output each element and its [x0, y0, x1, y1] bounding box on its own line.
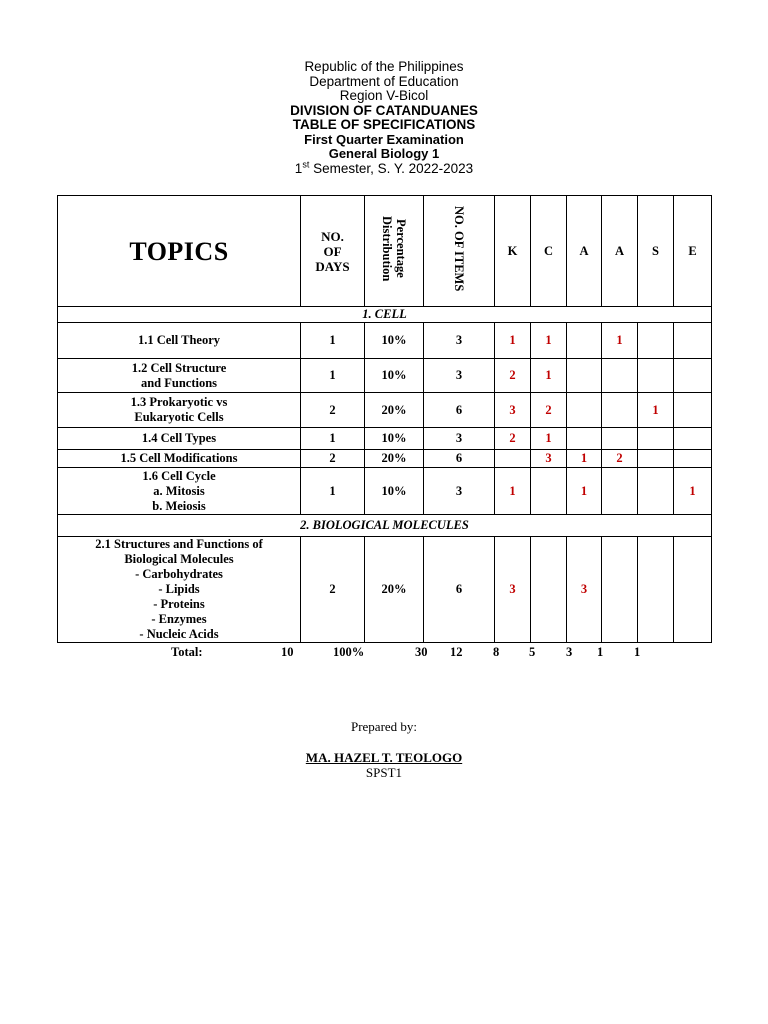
header-division: DIVISION OF CATANDUANES	[290, 102, 478, 118]
k-header: K	[495, 196, 531, 307]
percentage-header-text	[380, 216, 408, 281]
a1-cell	[567, 428, 602, 450]
s-cell	[638, 537, 674, 643]
items-cell: 3	[424, 359, 495, 393]
days-header-line1: NO.	[321, 228, 344, 244]
table-row	[58, 428, 712, 450]
days-header-line2: OF	[323, 243, 342, 259]
k-cell: 2	[495, 359, 531, 393]
specifications-table	[57, 195, 712, 643]
header-subject: General Biology 1	[328, 146, 440, 161]
totals-k: 12	[450, 645, 463, 659]
table-row	[58, 393, 712, 428]
c-cell: 1	[531, 428, 567, 450]
pct-cell: 20%	[365, 450, 424, 468]
a2-cell	[602, 468, 638, 515]
table-row	[58, 537, 712, 643]
section-row-cell	[58, 307, 712, 323]
items-cell: 3	[424, 323, 495, 359]
topic-cell	[58, 359, 301, 393]
e-cell	[674, 359, 712, 393]
days-cell: 1	[301, 359, 365, 393]
e-cell	[674, 428, 712, 450]
pct-cell: 10%	[365, 323, 424, 359]
topic-line: 1.5 Cell Modifications	[120, 451, 238, 465]
header-doc-title: TABLE OF SPECIFICATIONS	[292, 117, 476, 132]
topic-line: Biological Molecules	[124, 552, 234, 566]
a1-cell	[567, 323, 602, 359]
semester-ordinal: st	[302, 159, 310, 169]
topic-line: - Proteins	[153, 597, 205, 611]
percentage-header-line2: Distribution	[380, 216, 394, 282]
topic-cell	[58, 450, 301, 468]
s-cell	[638, 323, 674, 359]
table-row	[58, 359, 712, 393]
days-cell: 1	[301, 323, 365, 359]
header-row	[58, 196, 712, 307]
a2-cell	[602, 393, 638, 428]
c-cell	[531, 468, 567, 515]
percentage-header	[365, 196, 424, 307]
days-cell: 2	[301, 450, 365, 468]
a2-header: A	[602, 196, 638, 307]
topic-cell	[58, 468, 301, 515]
a2-cell: 2	[602, 450, 638, 468]
topic-cell	[58, 537, 301, 643]
s-cell: 1	[638, 393, 674, 428]
e-cell	[674, 450, 712, 468]
section-title-cell: 1. CELL	[58, 307, 712, 323]
topic-cell	[58, 428, 301, 450]
days-cell: 2	[301, 393, 365, 428]
items-cell: 6	[424, 450, 495, 468]
c-header: C	[531, 196, 567, 307]
c-cell: 1	[531, 359, 567, 393]
topic-line: 1.3 Prokaryotic vs	[130, 395, 228, 409]
items-cell: 3	[424, 428, 495, 450]
pct-cell: 10%	[365, 428, 424, 450]
semester-rest: Semester, S. Y. 2022-2023	[309, 160, 474, 176]
header-semester	[0, 159, 768, 177]
totals-row	[0, 645, 768, 661]
e-header: E	[674, 196, 712, 307]
topic-line: 1.2 Cell Structure	[131, 360, 227, 375]
totals-days: 10	[281, 645, 294, 659]
days-header-line3: DAYS	[315, 258, 350, 274]
c-cell: 2	[531, 393, 567, 428]
e-cell	[674, 323, 712, 359]
days-cell: 1	[301, 428, 365, 450]
table-row	[58, 323, 712, 359]
items-cell: 6	[424, 393, 495, 428]
k-cell: 2	[495, 428, 531, 450]
k-cell: 3	[495, 537, 531, 643]
items-cell: 3	[424, 468, 495, 515]
pct-cell: 10%	[365, 359, 424, 393]
topics-header: TOPICS	[58, 196, 301, 307]
s-cell	[638, 359, 674, 393]
topic-line: - Enzymes	[151, 612, 207, 626]
header-line-region: Region V-Bicol	[339, 88, 429, 103]
s-header: S	[638, 196, 674, 307]
topic-line: and Functions	[140, 375, 218, 390]
totals-a2: 3	[566, 645, 573, 659]
a1-header: A	[567, 196, 602, 307]
s-cell	[638, 450, 674, 468]
totals-c: 8	[493, 645, 500, 659]
c-cell: 1	[531, 323, 567, 359]
a2-cell	[602, 537, 638, 643]
a2-cell	[602, 428, 638, 450]
percentage-header-line1: Percentage	[394, 219, 408, 279]
totals-percentage: 100%	[333, 645, 365, 659]
a1-cell	[567, 359, 602, 393]
a1-cell: 1	[567, 468, 602, 515]
section-title-biomolecules: 2. BIOLOGICAL MOLECULES	[58, 515, 712, 537]
topic-line: - Carbohydrates	[135, 567, 223, 581]
topic-line: Eukaryotic Cells	[134, 410, 224, 424]
preparer-name: MA. HAZEL T. TEOLOGO	[305, 750, 463, 765]
totals-s: 1	[597, 645, 604, 659]
topic-line: 1.6 Cell Cycle	[142, 468, 216, 483]
k-cell: 3	[495, 393, 531, 428]
topic-line: a. Mitosis	[153, 483, 205, 498]
topic-cell	[58, 323, 301, 359]
totals-a1: 5	[529, 645, 536, 659]
totals-e: 1	[634, 645, 641, 659]
days-header	[301, 196, 365, 307]
a2-cell: 1	[602, 323, 638, 359]
e-cell: 1	[674, 468, 712, 515]
a2-cell	[602, 359, 638, 393]
topic-line: 1.4 Cell Types	[141, 431, 217, 445]
pct-cell: 20%	[365, 537, 424, 643]
topic-line: - Lipids	[158, 582, 200, 596]
items-header	[424, 196, 495, 307]
totals-label: Total:	[171, 645, 203, 659]
c-cell	[531, 537, 567, 643]
s-cell	[638, 428, 674, 450]
topic-cell	[58, 393, 301, 428]
header-line-department: Department of Education	[309, 73, 459, 89]
topic-line: - Nucleic Acids	[139, 627, 219, 641]
pct-cell: 10%	[365, 468, 424, 515]
document-header	[0, 60, 768, 176]
items-cell: 6	[424, 537, 495, 643]
a1-cell: 1	[567, 450, 602, 468]
topic-line: b. Meiosis	[152, 498, 206, 513]
k-cell: 1	[495, 468, 531, 515]
a1-cell	[567, 393, 602, 428]
semester-number: 1	[294, 160, 303, 176]
section-row-biomolecules	[58, 515, 712, 537]
k-cell	[495, 450, 531, 468]
days-cell: 2	[301, 537, 365, 643]
days-cell: 1	[301, 468, 365, 515]
k-cell: 1	[495, 323, 531, 359]
c-cell: 3	[531, 450, 567, 468]
header-line-republic: Republic of the Philippines	[304, 59, 464, 74]
topic-line: 1.1 Cell Theory	[137, 333, 221, 347]
header-exam: First Quarter Examination	[304, 131, 464, 147]
topic-line: 2.1 Structures and Functions of	[95, 537, 263, 551]
a1-cell: 3	[567, 537, 602, 643]
pct-cell: 20%	[365, 393, 424, 428]
s-cell	[638, 468, 674, 515]
table-row	[58, 450, 712, 468]
e-cell	[674, 393, 712, 428]
totals-items: 30	[415, 645, 428, 659]
table-row	[58, 468, 712, 515]
items-header-text: NO. OF ITEMS	[452, 206, 466, 292]
prepared-by-label: Prepared by:	[350, 719, 418, 734]
e-cell	[674, 537, 712, 643]
preparer-position: SPST1	[365, 765, 403, 780]
